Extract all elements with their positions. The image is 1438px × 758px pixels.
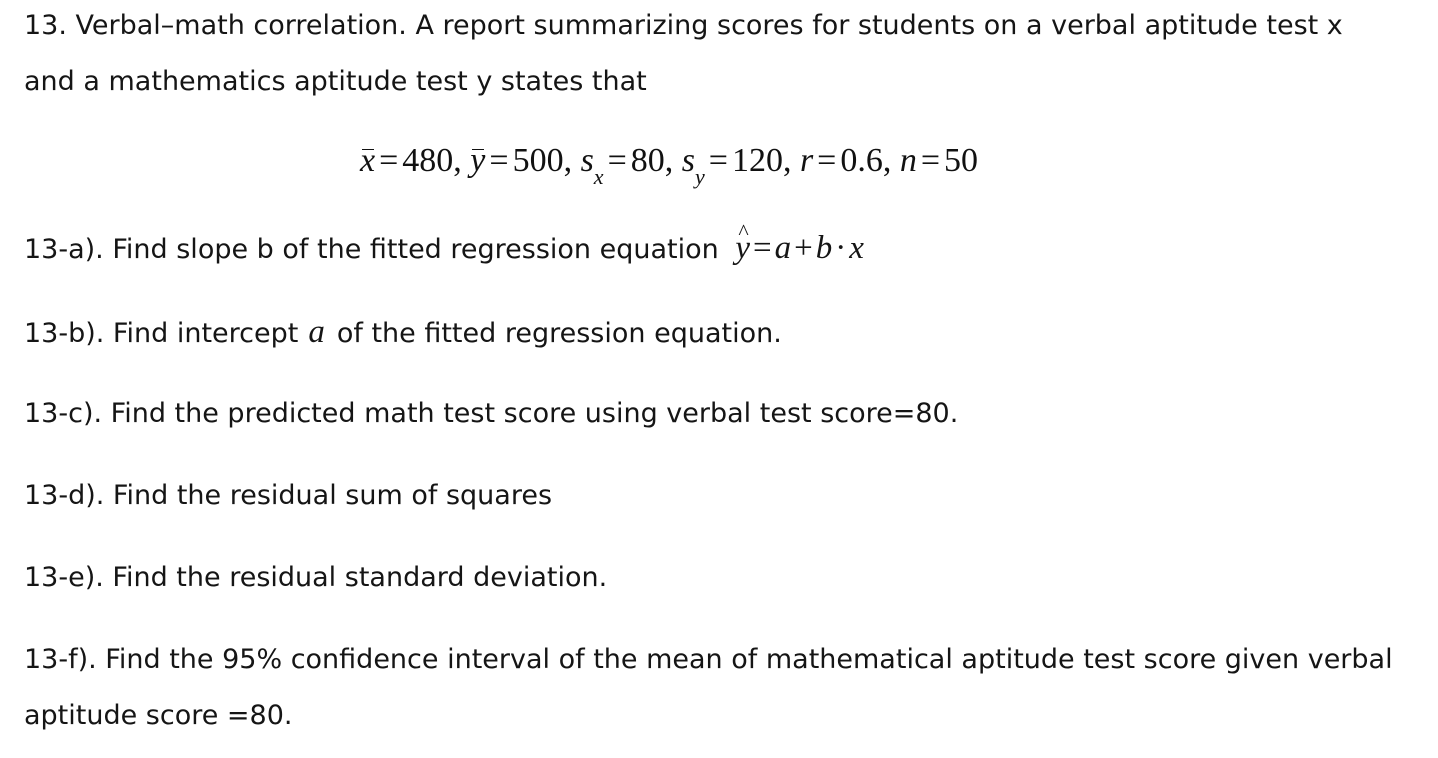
part-d: 13-d). Find the residual sum of squares [24, 480, 553, 511]
equals-sign: = [489, 142, 509, 179]
part-f-line-1: 13-f). Find the 95% confidence interval of the mean of mathematical aptitude test score given verbal [24, 644, 1393, 675]
y-bar-symbol: y [470, 138, 485, 184]
n-value: 50 [944, 142, 979, 179]
eq-b: b [815, 230, 833, 266]
sy-subscript: y [694, 163, 705, 189]
eq-dot: · [835, 230, 847, 266]
eq-a: a [774, 230, 792, 266]
equals-sign: = [708, 142, 728, 179]
sy-value: 120 [731, 142, 783, 179]
given-statistics-formula: x = 480, y = 500, $s_x = 80$, $s_y = 120$, r = 0.6, n = 50 [360, 138, 978, 188]
problem-statement-line-2: and a mathematics aptitude test y states that [24, 66, 647, 97]
sx-symbol: s [580, 142, 594, 179]
eq-plus: + [794, 230, 813, 266]
x-bar-symbol: x [360, 138, 375, 184]
y-hat-symbol: ^ y [735, 232, 750, 264]
part-b [24, 314, 782, 352]
intercept-a-symbol: a [308, 314, 325, 350]
part-a-text: 13-a). Find slope b of the fitted regression equation [24, 234, 719, 265]
part-e: 13-e). Find the residual standard deviation. [24, 562, 608, 593]
eq-equals: = [753, 230, 772, 266]
sx-subscript: x [593, 163, 604, 189]
problem-statement-line-1: 13. Verbal–math correlation. A report summarizing scores for students on a verbal aptitude test x [24, 10, 1343, 41]
part-f-line-2: aptitude score =80. [24, 700, 293, 731]
part-a [24, 232, 864, 268]
y-bar-value: 500 [512, 142, 564, 179]
eq-x: x [849, 230, 864, 266]
part-b-text-after: of the fitted regression equation. [336, 318, 782, 349]
x-bar-value: 480 [402, 142, 454, 179]
sy-symbol: s [681, 142, 695, 179]
equals-sign: = [920, 142, 941, 179]
part-b-text-before: 13-b). Find intercept [24, 318, 299, 349]
equals-sign: = [379, 142, 399, 179]
equals-sign: = [607, 142, 627, 179]
equals-sign: = [817, 142, 837, 179]
regression-equation [735, 232, 864, 264]
r-value: 0.6 [840, 142, 883, 179]
sx-value: 80 [630, 142, 665, 179]
r-symbol: r [799, 142, 814, 179]
n-symbol: n [899, 142, 917, 179]
part-c: 13-c). Find the predicted math test score using verbal test score=80. [24, 398, 959, 429]
